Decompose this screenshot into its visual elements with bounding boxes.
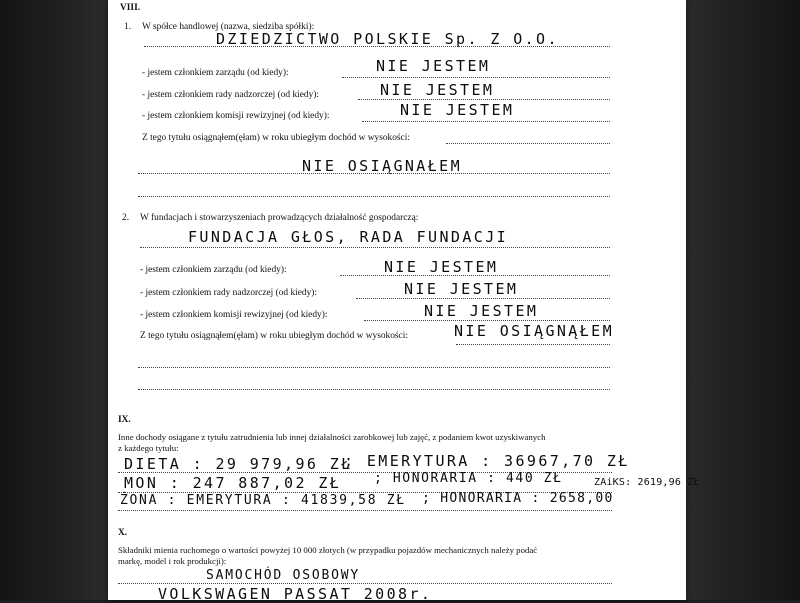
item-1-number: 1. xyxy=(124,22,132,32)
handwritten-audit-value: NIE JESTEM xyxy=(424,302,539,320)
item-1-board-label: - jestem członkiem zarządu (od kiedy): xyxy=(142,68,289,78)
handwritten-supervisory-value: NIE JESTEM xyxy=(380,81,495,99)
section-ix-text-line1: Inne dochody osiągane z tytułu zatrudnienia lub innej działalności zarobkowej lub zajęć, z podaniem kwot uzyskiwanych xyxy=(118,432,546,442)
dotted-line xyxy=(340,275,610,276)
item-2-income-label: Z tego tytułu osiągnąłem(ęłam) w roku ubiegłym dochód w wysokości: xyxy=(140,331,408,341)
handwritten-income-line2-a: MON : 247 887,02 ZŁ xyxy=(124,474,342,492)
dotted-line xyxy=(140,247,610,248)
handwritten-movable-item2: VOLKSWAGEN PASSAT 2008r. xyxy=(158,585,433,603)
dotted-line xyxy=(358,99,610,100)
dotted-line xyxy=(364,320,610,321)
dotted-line xyxy=(138,367,610,368)
section-x-text-line2: markę, model i rok produkcji): xyxy=(118,556,227,566)
item-1-income-label: Z tego tytułu osiągnąłem(ęłam) w roku ubiegłym dochód w wysokości: xyxy=(142,133,410,143)
viewer-background-right xyxy=(686,0,800,600)
handwritten-income-value: NIE OSIĄGNĄŁEM xyxy=(454,322,615,340)
handwritten-audit-value: NIE JESTEM xyxy=(400,101,515,119)
handwritten-income-line2-b: ; HONORARIA : 440 ZŁ xyxy=(374,471,563,486)
handwritten-income-value: NIE OSIĄGNAŁEM xyxy=(302,157,463,175)
item-1-label: W spółce handlowej (nazwa, siedziba spółki): xyxy=(142,22,315,32)
dotted-line xyxy=(362,121,610,122)
dotted-line xyxy=(342,77,610,78)
section-x-text-line1: Składniki mienia ruchomego o wartości powyżej 10 000 złotych (w przypadku pojazdów mechanicznych należy podać xyxy=(118,545,538,555)
handwritten-income-line1-b: ; EMERYTURA : 36967,70 ZŁ xyxy=(344,452,630,470)
dotted-line xyxy=(138,173,610,174)
item-1-supervisory-label: - jestem członkiem rady nadzorczej (od kiedy): xyxy=(142,90,320,100)
handwritten-company-name: DZIEDZICTWO POLSKIE Sp. Z O.O. xyxy=(216,30,559,48)
handwritten-income-line3-b: ; HONORARIA : 2658,00 xyxy=(422,491,614,506)
dotted-line xyxy=(118,510,612,511)
handwritten-income-line3-a: ŻONA : EMERYTURA : 41839,58 ZŁ xyxy=(120,493,406,508)
handwritten-board-value: NIE JESTEM xyxy=(384,258,499,276)
item-2-number: 2. xyxy=(122,213,130,223)
handwritten-supervisory-value: NIE JESTEM xyxy=(404,280,519,298)
dotted-line xyxy=(138,389,610,390)
dotted-line xyxy=(456,344,610,345)
dotted-line xyxy=(118,583,612,584)
handwritten-income-line2-c: ZAiKS: 2619,96 ZŁ xyxy=(594,477,700,488)
document-page[interactable] xyxy=(108,0,700,603)
handwritten-board-value: NIE JESTEM xyxy=(376,57,491,75)
section-viii-heading: VIII. xyxy=(120,3,141,13)
viewer-background-left xyxy=(0,0,108,600)
dotted-line xyxy=(356,298,610,299)
handwritten-movable-item1: SAMOCHÓD OSOBOWY xyxy=(206,568,361,583)
dotted-line xyxy=(446,143,610,144)
section-x-heading: X. xyxy=(118,528,128,538)
item-2-board-label: - jestem członkiem zarządu (od kiedy): xyxy=(140,265,287,275)
section-ix-text-line2: z każdego tytułu: xyxy=(118,443,179,453)
handwritten-income-line1-a: DIETA : 29 979,96 ZŁ xyxy=(124,455,353,473)
dotted-line xyxy=(144,46,610,47)
handwritten-foundation-name: FUNDACJA GŁOS, RADA FUNDACJI xyxy=(188,228,509,246)
section-ix-heading: IX. xyxy=(118,415,131,425)
item-2-supervisory-label: - jestem członkiem rady nadzorczej (od kiedy): xyxy=(140,288,318,298)
dotted-line xyxy=(138,196,610,197)
item-1-audit-label: - jestem członkiem komisji rewizyjnej (od kiedy): xyxy=(142,111,330,121)
item-2-audit-label: - jestem członkiem komisji rewizyjnej (od kiedy): xyxy=(140,310,328,320)
item-2-label: W fundacjach i stowarzyszeniach prowadzących działalność gospodarczą: xyxy=(140,213,419,223)
